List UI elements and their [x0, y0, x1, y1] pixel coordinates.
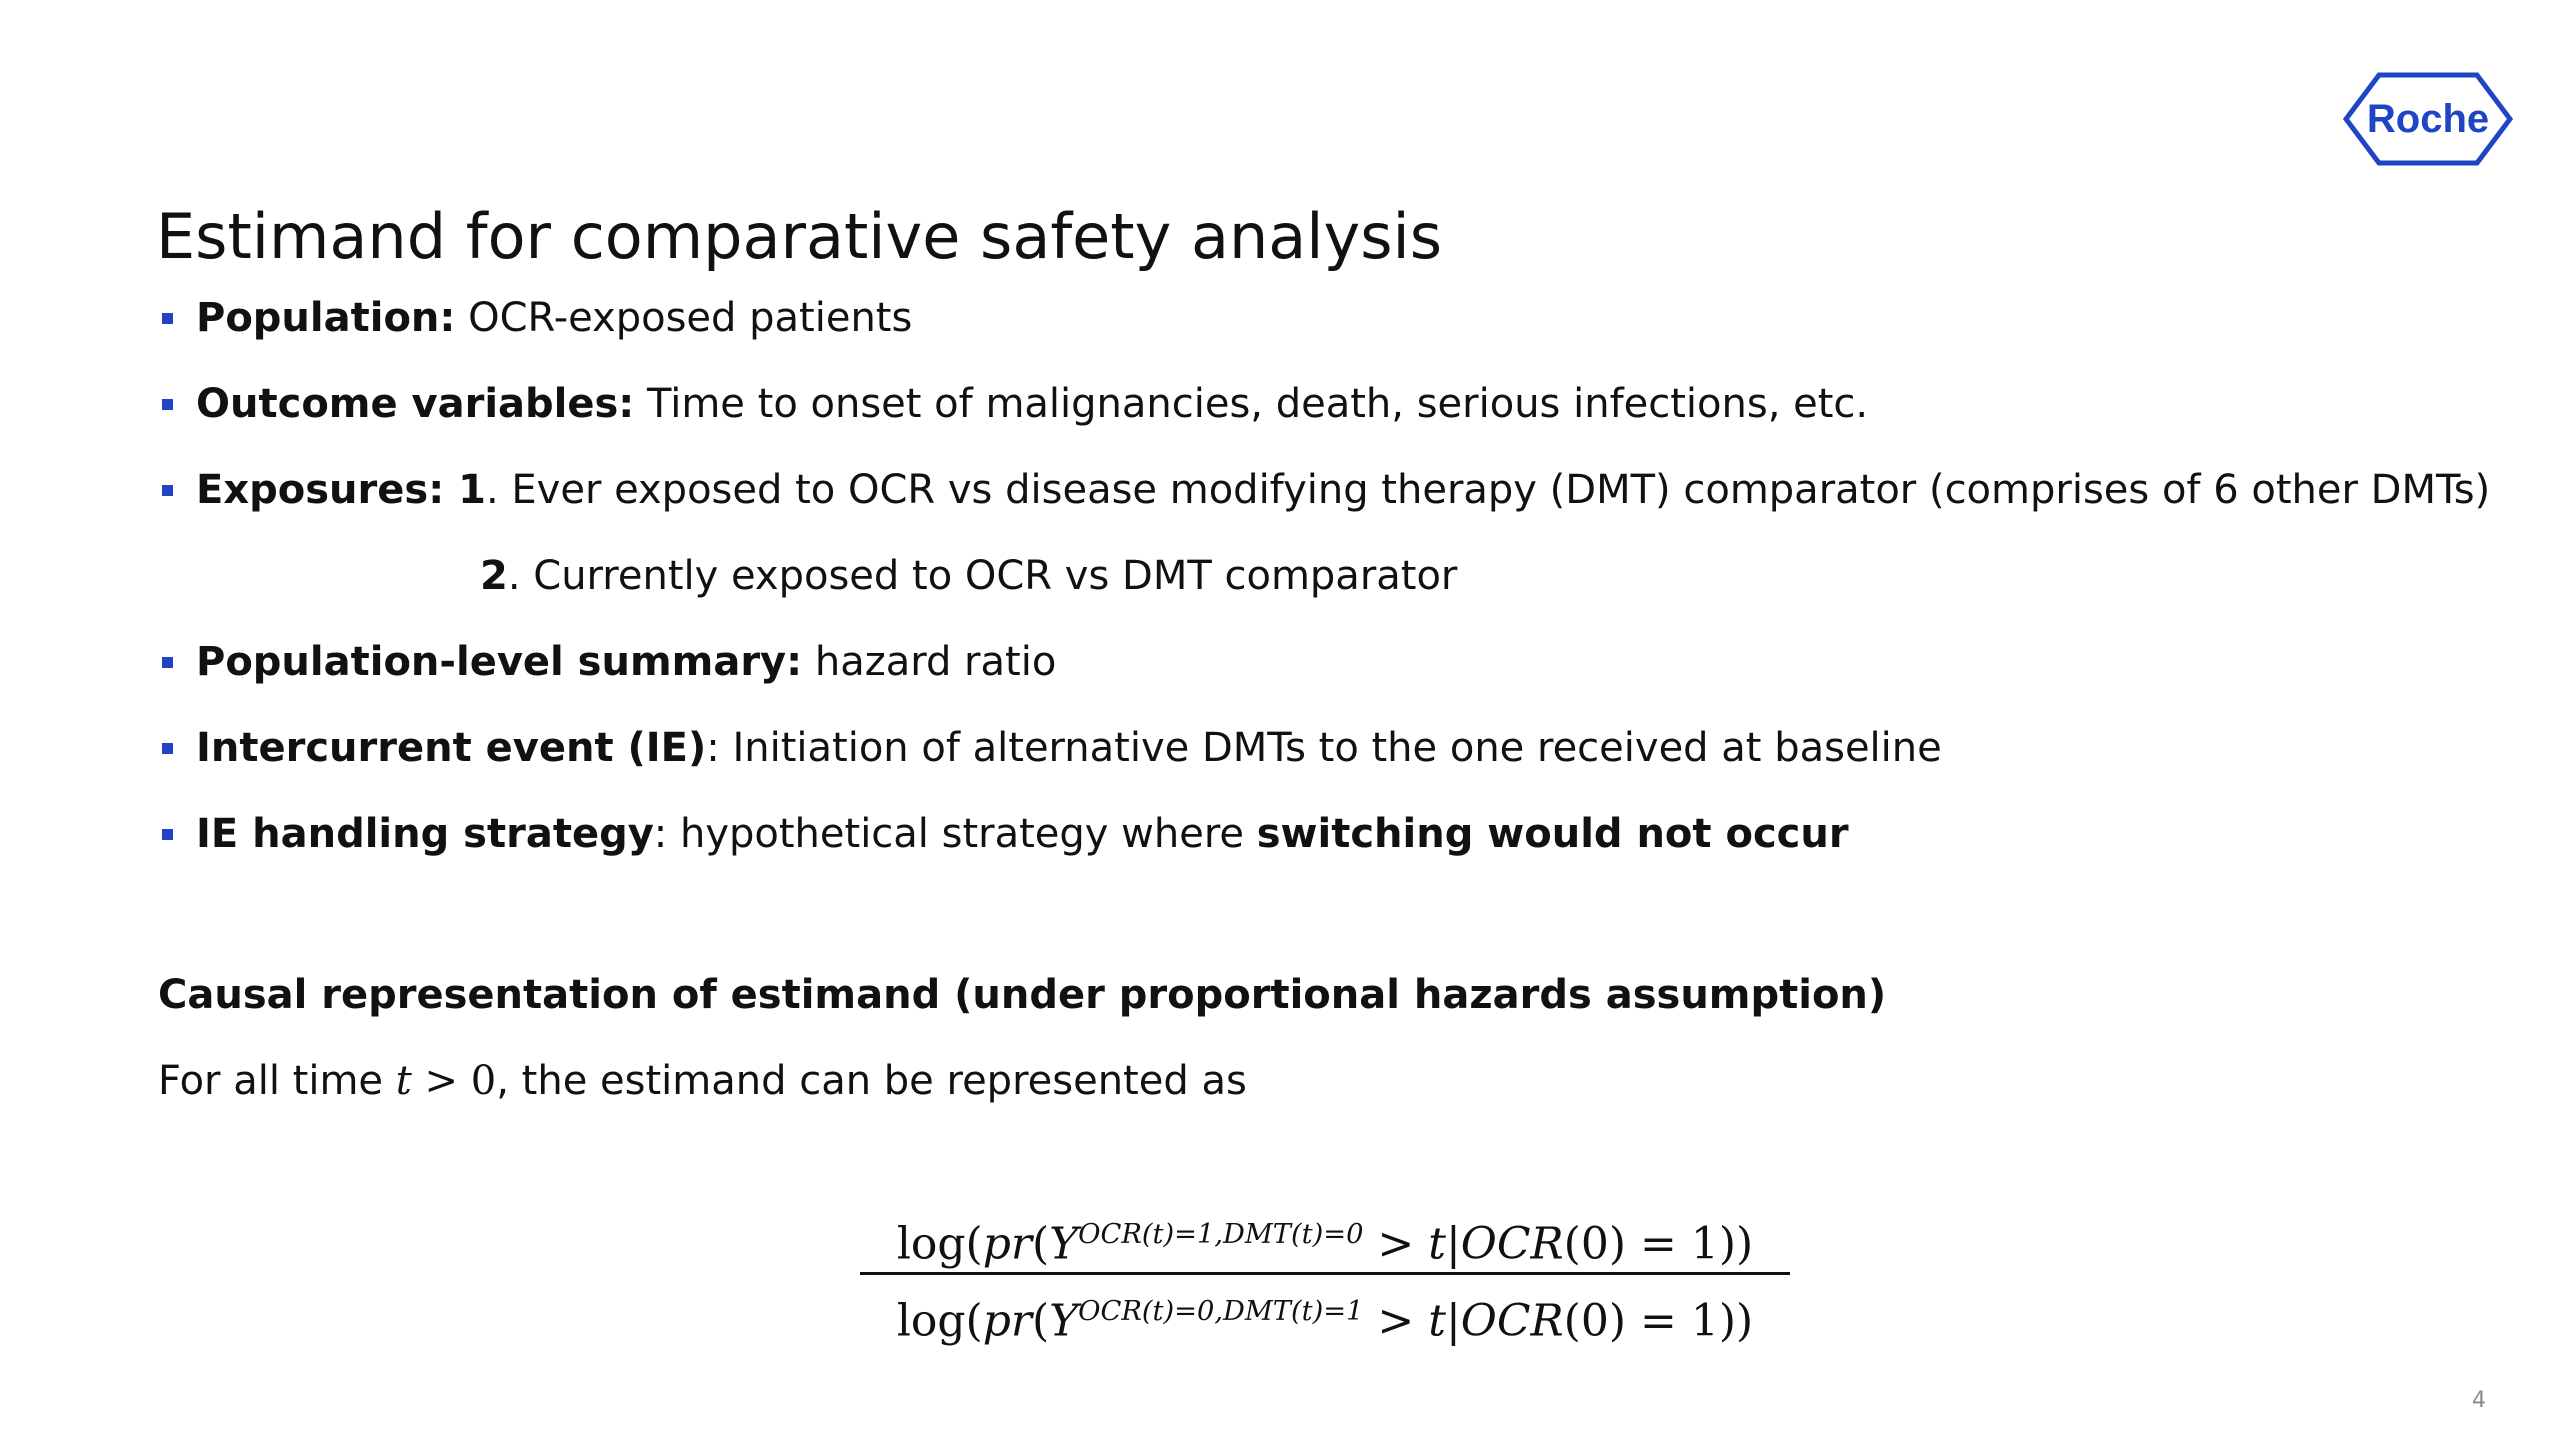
bullet-square-icon — [162, 313, 173, 324]
bullet-label: Intercurrent event (IE) — [196, 725, 707, 771]
strategy-emphasis: switching would not occur — [1256, 811, 1849, 857]
bullet-population — [160, 288, 2490, 374]
exposure-number: 2 — [480, 553, 508, 599]
bullet-square-icon — [162, 399, 173, 410]
bullet-ie-strategy — [160, 804, 2490, 890]
bullet-label: Outcome variables: — [196, 381, 635, 427]
formula-denominator: $\log(pr(Y^{OCR(t)=0,DMT(t)=1} > t|OCR(0) = 1))$ — [896, 1295, 1754, 1347]
intro-line — [158, 1058, 1247, 1104]
exposure-second-item — [160, 546, 2490, 632]
intro-prefix: For all time — [158, 1058, 396, 1104]
bullet-intercurrent-event — [160, 718, 2490, 804]
bullet-square-icon — [162, 743, 173, 754]
bullet-square-icon — [162, 829, 173, 840]
section-heading: Causal representation of estimand (under proportional hazards assumption) — [158, 972, 1887, 1018]
math-variable: t — [395, 1058, 412, 1104]
bullet-square-icon — [162, 485, 173, 496]
bullet-label: Population: — [196, 295, 456, 341]
bullet-label: Exposures: 1 — [196, 467, 486, 513]
bullet-text: : hypothetical strategy where — [653, 811, 1257, 857]
bullet-population-summary — [160, 632, 2490, 718]
estimand-list — [160, 288, 2490, 890]
estimand-formula — [860, 1200, 1790, 1347]
bullet-text: hazard ratio — [802, 639, 1057, 685]
slide-title: Estimand for comparative safety analysis — [156, 199, 1443, 273]
exposure-text: . Currently exposed to OCR vs DMT comparator — [507, 553, 1458, 599]
bullet-exposures — [160, 460, 2490, 546]
bullet-text: OCR-exposed patients — [455, 295, 913, 341]
bullet-square-icon — [162, 657, 173, 668]
bullet-label: IE handling strategy — [196, 811, 654, 857]
intro-suffix: , the estimand can be represented as — [496, 1058, 1247, 1104]
bullet-label: Population-level summary: — [196, 639, 803, 685]
formula-numerator: $\log(pr(Y^{OCR(t)=1,DMT(t)=0} > t|OCR(0) = 1))$ — [896, 1218, 1754, 1270]
roche-logo — [2343, 72, 2513, 166]
bullet-outcome-variables — [160, 374, 2490, 460]
math-relation: > 0 — [411, 1058, 497, 1104]
page-number: 4 — [2472, 1388, 2486, 1413]
bullet-text: . Ever exposed to OCR vs disease modifying therapy (DMT) comparator (comprises of 6 other DMTs) — [485, 467, 2491, 513]
bullet-text: : Initiation of alternative DMTs to the one received at baseline — [706, 725, 1942, 771]
bullet-text: Time to onset of malignancies, death, serious infections, etc. — [634, 381, 1869, 427]
logo-text: Roche — [2366, 97, 2490, 141]
fraction-bar — [860, 1272, 1790, 1275]
